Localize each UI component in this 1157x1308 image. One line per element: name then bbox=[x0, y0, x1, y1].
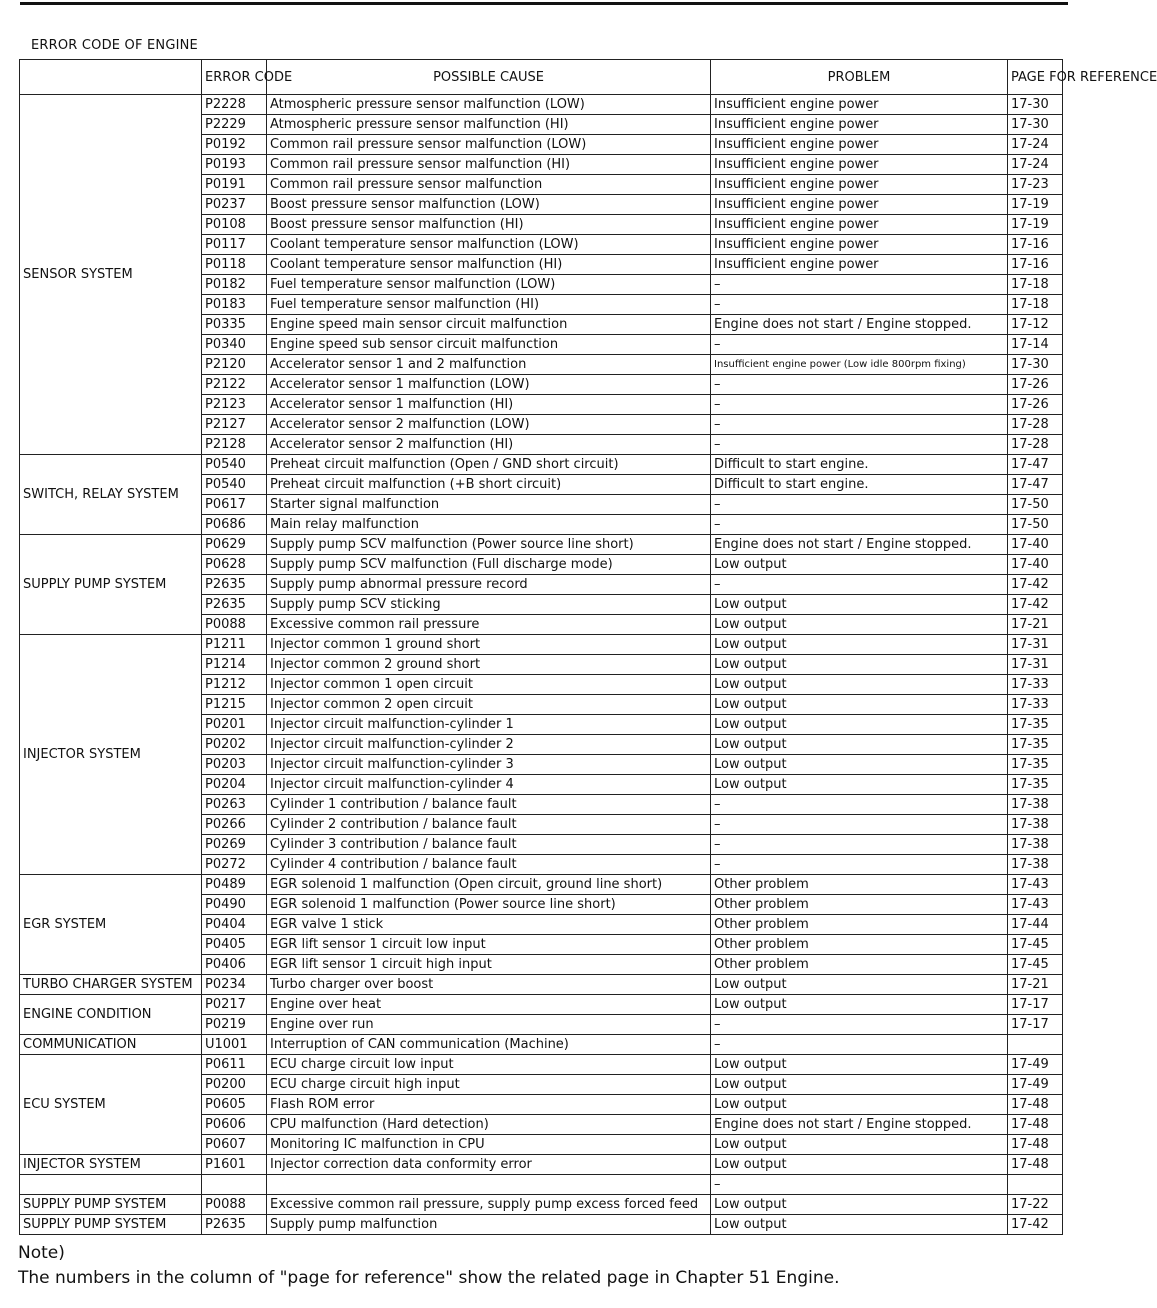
possible-cause-cell: Monitoring IC malfunction in CPU bbox=[267, 1135, 711, 1155]
error-code-cell: P0489 bbox=[202, 875, 267, 895]
page-ref-cell: 17-30 bbox=[1008, 115, 1063, 135]
error-code-cell: P2635 bbox=[202, 595, 267, 615]
error-code-cell: P0088 bbox=[202, 1195, 267, 1215]
problem-cell: Low output bbox=[711, 755, 1008, 775]
possible-cause-cell: Atmospheric pressure sensor malfunction (HI) bbox=[267, 115, 711, 135]
problem-cell: Other problem bbox=[711, 895, 1008, 915]
error-code-cell: P0201 bbox=[202, 715, 267, 735]
error-code-cell: P0237 bbox=[202, 195, 267, 215]
system-cell: SWITCH, RELAY SYSTEM bbox=[20, 455, 202, 535]
error-code-cell: P0617 bbox=[202, 495, 267, 515]
header-possible-cause: POSSIBLE CAUSE bbox=[267, 60, 711, 95]
problem-cell: Low output bbox=[711, 1195, 1008, 1215]
error-code-cell: P0607 bbox=[202, 1135, 267, 1155]
error-code-cell: P2122 bbox=[202, 375, 267, 395]
problem-cell: Low output bbox=[711, 1135, 1008, 1155]
error-code-cell: P0628 bbox=[202, 555, 267, 575]
problem-cell: Low output bbox=[711, 595, 1008, 615]
problem-cell: – bbox=[711, 295, 1008, 315]
error-code-cell: P2123 bbox=[202, 395, 267, 415]
error-code-cell: P0117 bbox=[202, 235, 267, 255]
error-code-cell: P0203 bbox=[202, 755, 267, 775]
possible-cause-cell: Injector circuit malfunction-cylinder 1 bbox=[267, 715, 711, 735]
header-problem: PROBLEM bbox=[711, 60, 1008, 95]
problem-cell: – bbox=[711, 495, 1008, 515]
page-ref-cell: 17-38 bbox=[1008, 855, 1063, 875]
problem-cell: Insufficient engine power (Low idle 800rpm fixing) bbox=[711, 355, 1008, 375]
page-ref-cell: 17-28 bbox=[1008, 415, 1063, 435]
error-code-cell: P0629 bbox=[202, 535, 267, 555]
page-ref-cell: 17-45 bbox=[1008, 955, 1063, 975]
possible-cause-cell: EGR lift sensor 1 circuit low input bbox=[267, 935, 711, 955]
problem-cell: Insufficient engine power bbox=[711, 95, 1008, 115]
possible-cause-cell: Flash ROM error bbox=[267, 1095, 711, 1115]
possible-cause-cell: Accelerator sensor 1 malfunction (HI) bbox=[267, 395, 711, 415]
page-ref-cell: 17-45 bbox=[1008, 935, 1063, 955]
possible-cause-cell: Preheat circuit malfunction (+B short circuit) bbox=[267, 475, 711, 495]
system-cell: TURBO CHARGER SYSTEM bbox=[20, 975, 202, 995]
possible-cause-cell: Injector common 1 ground short bbox=[267, 635, 711, 655]
problem-cell: Insufficient engine power bbox=[711, 255, 1008, 275]
table-header-row bbox=[20, 60, 1063, 95]
problem-cell: – bbox=[711, 415, 1008, 435]
error-code-cell: P0234 bbox=[202, 975, 267, 995]
page-ref-cell: 17-40 bbox=[1008, 535, 1063, 555]
problem-cell: Low output bbox=[711, 615, 1008, 635]
problem-cell: Other problem bbox=[711, 955, 1008, 975]
error-code-cell: P0490 bbox=[202, 895, 267, 915]
problem-cell: Low output bbox=[711, 1075, 1008, 1095]
error-code-cell: P2128 bbox=[202, 435, 267, 455]
error-code-cell: P0219 bbox=[202, 1015, 267, 1035]
error-code-cell bbox=[202, 1175, 267, 1195]
page-ref-cell: 17-19 bbox=[1008, 215, 1063, 235]
error-code-cell: P0335 bbox=[202, 315, 267, 335]
problem-cell: – bbox=[711, 1015, 1008, 1035]
possible-cause-cell: Injector common 1 open circuit bbox=[267, 675, 711, 695]
page-ref-cell: 17-19 bbox=[1008, 195, 1063, 215]
problem-cell: Low output bbox=[711, 695, 1008, 715]
possible-cause-cell: Supply pump SCV malfunction (Full discharge mode) bbox=[267, 555, 711, 575]
possible-cause-cell: Boost pressure sensor malfunction (LOW) bbox=[267, 195, 711, 215]
error-code-cell: P0540 bbox=[202, 475, 267, 495]
problem-cell: Insufficient engine power bbox=[711, 175, 1008, 195]
page-ref-cell: 17-21 bbox=[1008, 615, 1063, 635]
table-row bbox=[20, 1155, 1063, 1175]
possible-cause-cell: Boost pressure sensor malfunction (HI) bbox=[267, 215, 711, 235]
error-code-cell: P0269 bbox=[202, 835, 267, 855]
possible-cause-cell: ECU charge circuit low input bbox=[267, 1055, 711, 1075]
error-code-cell: P0605 bbox=[202, 1095, 267, 1115]
page-ref-cell: 17-31 bbox=[1008, 655, 1063, 675]
page-ref-cell: 17-30 bbox=[1008, 95, 1063, 115]
possible-cause-cell: Cylinder 2 contribution / balance fault bbox=[267, 815, 711, 835]
system-cell: ECU SYSTEM bbox=[20, 1055, 202, 1155]
table-row bbox=[20, 635, 1063, 655]
error-code-cell: P0204 bbox=[202, 775, 267, 795]
problem-cell: Insufficient engine power bbox=[711, 235, 1008, 255]
note-text: The numbers in the column of "page for reference" show the related page in Chapter 51 Engine. bbox=[18, 1268, 840, 1288]
problem-cell: Insufficient engine power bbox=[711, 115, 1008, 135]
problem-cell: Difficult to start engine. bbox=[711, 455, 1008, 475]
problem-cell: Low output bbox=[711, 675, 1008, 695]
error-code-cell: P0192 bbox=[202, 135, 267, 155]
problem-cell: Engine does not start / Engine stopped. bbox=[711, 535, 1008, 555]
problem-cell: – bbox=[711, 435, 1008, 455]
error-code-cell: P0200 bbox=[202, 1075, 267, 1095]
error-code-cell: P2127 bbox=[202, 415, 267, 435]
system-cell: INJECTOR SYSTEM bbox=[20, 1155, 202, 1175]
problem-cell: Low output bbox=[711, 555, 1008, 575]
problem-cell: Insufficient engine power bbox=[711, 195, 1008, 215]
error-code-cell: P0405 bbox=[202, 935, 267, 955]
error-code-cell: P0088 bbox=[202, 615, 267, 635]
page-ref-cell: 17-48 bbox=[1008, 1115, 1063, 1135]
page-ref-cell: 17-49 bbox=[1008, 1055, 1063, 1075]
page-ref-cell: 17-16 bbox=[1008, 235, 1063, 255]
page-ref-cell: 17-33 bbox=[1008, 695, 1063, 715]
error-code-cell: P2635 bbox=[202, 575, 267, 595]
possible-cause-cell: Engine speed sub sensor circuit malfunction bbox=[267, 335, 711, 355]
problem-cell: Low output bbox=[711, 1155, 1008, 1175]
problem-cell: – bbox=[711, 815, 1008, 835]
page-ref-cell: 17-30 bbox=[1008, 355, 1063, 375]
problem-cell: – bbox=[711, 575, 1008, 595]
page-ref-cell: 17-17 bbox=[1008, 1015, 1063, 1035]
possible-cause-cell: Accelerator sensor 1 malfunction (LOW) bbox=[267, 375, 711, 395]
page-ref-cell: 17-26 bbox=[1008, 395, 1063, 415]
possible-cause-cell bbox=[267, 1175, 711, 1195]
error-code-cell: P0404 bbox=[202, 915, 267, 935]
top-rule bbox=[20, 2, 1068, 5]
error-code-cell: P0217 bbox=[202, 995, 267, 1015]
page-ref-cell: 17-22 bbox=[1008, 1195, 1063, 1215]
possible-cause-cell: Injector circuit malfunction-cylinder 4 bbox=[267, 775, 711, 795]
possible-cause-cell: Turbo charger over boost bbox=[267, 975, 711, 995]
possible-cause-cell: Injector circuit malfunction-cylinder 3 bbox=[267, 755, 711, 775]
problem-cell: – bbox=[711, 515, 1008, 535]
page-ref-cell: 17-14 bbox=[1008, 335, 1063, 355]
possible-cause-cell: Main relay malfunction bbox=[267, 515, 711, 535]
problem-cell: Low output bbox=[711, 715, 1008, 735]
possible-cause-cell: Supply pump SCV malfunction (Power source line short) bbox=[267, 535, 711, 555]
possible-cause-cell: Common rail pressure sensor malfunction (HI) bbox=[267, 155, 711, 175]
page-ref-cell: 17-50 bbox=[1008, 515, 1063, 535]
page-ref-cell: 17-47 bbox=[1008, 455, 1063, 475]
page-ref-cell: 17-43 bbox=[1008, 875, 1063, 895]
possible-cause-cell: Interruption of CAN communication (Machine) bbox=[267, 1035, 711, 1055]
system-cell: SUPPLY PUMP SYSTEM bbox=[20, 1195, 202, 1215]
possible-cause-cell: Accelerator sensor 1 and 2 malfunction bbox=[267, 355, 711, 375]
possible-cause-cell: ECU charge circuit high input bbox=[267, 1075, 711, 1095]
table-row bbox=[20, 1035, 1063, 1055]
system-cell: EGR SYSTEM bbox=[20, 875, 202, 975]
error-code-cell: P0202 bbox=[202, 735, 267, 755]
system-cell: SUPPLY PUMP SYSTEM bbox=[20, 1215, 202, 1235]
possible-cause-cell: Coolant temperature sensor malfunction (HI) bbox=[267, 255, 711, 275]
page-ref-cell: 17-28 bbox=[1008, 435, 1063, 455]
problem-cell: Low output bbox=[711, 735, 1008, 755]
problem-cell: – bbox=[711, 1175, 1008, 1195]
error-code-cell: P2635 bbox=[202, 1215, 267, 1235]
error-code-cell: P0108 bbox=[202, 215, 267, 235]
problem-cell: Difficult to start engine. bbox=[711, 475, 1008, 495]
problem-cell: Low output bbox=[711, 655, 1008, 675]
error-code-cell: P0263 bbox=[202, 795, 267, 815]
possible-cause-cell: Coolant temperature sensor malfunction (LOW) bbox=[267, 235, 711, 255]
problem-cell: Low output bbox=[711, 1095, 1008, 1115]
problem-cell: Other problem bbox=[711, 875, 1008, 895]
error-code-cell: P0191 bbox=[202, 175, 267, 195]
page-ref-cell: 17-16 bbox=[1008, 255, 1063, 275]
page-ref-cell: 17-26 bbox=[1008, 375, 1063, 395]
problem-cell: Other problem bbox=[711, 935, 1008, 955]
possible-cause-cell: Excessive common rail pressure bbox=[267, 615, 711, 635]
page-ref-cell: 17-31 bbox=[1008, 635, 1063, 655]
error-code-cell: P0182 bbox=[202, 275, 267, 295]
problem-cell: Low output bbox=[711, 635, 1008, 655]
possible-cause-cell: Fuel temperature sensor malfunction (LOW) bbox=[267, 275, 711, 295]
error-code-cell: P1215 bbox=[202, 695, 267, 715]
possible-cause-cell: EGR valve 1 stick bbox=[267, 915, 711, 935]
page-ref-cell: 17-23 bbox=[1008, 175, 1063, 195]
page-ref-cell: 17-18 bbox=[1008, 275, 1063, 295]
table-row bbox=[20, 995, 1063, 1015]
page-ref-cell: 17-43 bbox=[1008, 895, 1063, 915]
possible-cause-cell: Common rail pressure sensor malfunction (LOW) bbox=[267, 135, 711, 155]
possible-cause-cell: EGR lift sensor 1 circuit high input bbox=[267, 955, 711, 975]
problem-cell: Insufficient engine power bbox=[711, 215, 1008, 235]
problem-cell: Engine does not start / Engine stopped. bbox=[711, 1115, 1008, 1135]
problem-cell: Insufficient engine power bbox=[711, 155, 1008, 175]
page-ref-cell: 17-42 bbox=[1008, 595, 1063, 615]
document-title: ERROR CODE OF ENGINE bbox=[31, 38, 198, 53]
problem-cell: – bbox=[711, 395, 1008, 415]
page-ref-cell: 17-21 bbox=[1008, 975, 1063, 995]
error-code-cell: P0611 bbox=[202, 1055, 267, 1075]
system-cell bbox=[20, 1175, 202, 1195]
table-row bbox=[20, 455, 1063, 475]
possible-cause-cell: Engine over run bbox=[267, 1015, 711, 1035]
possible-cause-cell: EGR solenoid 1 malfunction (Open circuit, ground line short) bbox=[267, 875, 711, 895]
error-code-cell: P2228 bbox=[202, 95, 267, 115]
header-error-code: ERROR CODE bbox=[202, 60, 267, 95]
page-ref-cell: 17-48 bbox=[1008, 1095, 1063, 1115]
header-system bbox=[20, 60, 202, 95]
possible-cause-cell: Fuel temperature sensor malfunction (HI) bbox=[267, 295, 711, 315]
table-body bbox=[20, 95, 1063, 1235]
problem-cell: – bbox=[711, 375, 1008, 395]
table-row bbox=[20, 975, 1063, 995]
problem-cell: – bbox=[711, 835, 1008, 855]
page-ref-cell: 17-35 bbox=[1008, 775, 1063, 795]
error-code-cell: P0606 bbox=[202, 1115, 267, 1135]
error-code-cell: P0266 bbox=[202, 815, 267, 835]
system-cell: ENGINE CONDITION bbox=[20, 995, 202, 1035]
problem-cell: Insufficient engine power bbox=[711, 135, 1008, 155]
page-ref-cell: 17-33 bbox=[1008, 675, 1063, 695]
page-ref-cell: 17-38 bbox=[1008, 815, 1063, 835]
system-cell: SUPPLY PUMP SYSTEM bbox=[20, 535, 202, 635]
possible-cause-cell: Engine over heat bbox=[267, 995, 711, 1015]
possible-cause-cell: Cylinder 3 contribution / balance fault bbox=[267, 835, 711, 855]
page-ref-cell: 17-49 bbox=[1008, 1075, 1063, 1095]
problem-cell: Low output bbox=[711, 975, 1008, 995]
page-ref-cell: 17-40 bbox=[1008, 555, 1063, 575]
note-label: Note) bbox=[18, 1243, 65, 1263]
page-ref-cell: 17-38 bbox=[1008, 835, 1063, 855]
problem-cell: – bbox=[711, 795, 1008, 815]
possible-cause-cell: Injector common 2 open circuit bbox=[267, 695, 711, 715]
possible-cause-cell: Accelerator sensor 2 malfunction (LOW) bbox=[267, 415, 711, 435]
system-cell: COMMUNICATION bbox=[20, 1035, 202, 1055]
possible-cause-cell: Supply pump abnormal pressure record bbox=[267, 575, 711, 595]
problem-cell: Other problem bbox=[711, 915, 1008, 935]
page-ref-cell: 17-24 bbox=[1008, 135, 1063, 155]
possible-cause-cell: Engine speed main sensor circuit malfunction bbox=[267, 315, 711, 335]
error-code-cell: P0118 bbox=[202, 255, 267, 275]
page-ref-cell: 17-12 bbox=[1008, 315, 1063, 335]
system-cell: INJECTOR SYSTEM bbox=[20, 635, 202, 875]
problem-cell: Low output bbox=[711, 775, 1008, 795]
header-page-for-reference: PAGE FOR REFERENCE bbox=[1008, 60, 1063, 95]
error-code-cell: P0272 bbox=[202, 855, 267, 875]
possible-cause-cell: EGR solenoid 1 malfunction (Power source line short) bbox=[267, 895, 711, 915]
table-row bbox=[20, 1215, 1063, 1235]
page-ref-cell: 17-47 bbox=[1008, 475, 1063, 495]
error-code-cell: P0540 bbox=[202, 455, 267, 475]
table-row bbox=[20, 1195, 1063, 1215]
table-row bbox=[20, 95, 1063, 115]
error-code-cell: P1211 bbox=[202, 635, 267, 655]
problem-cell: Low output bbox=[711, 995, 1008, 1015]
possible-cause-cell: Accelerator sensor 2 malfunction (HI) bbox=[267, 435, 711, 455]
table-row bbox=[20, 1055, 1063, 1075]
possible-cause-cell: Common rail pressure sensor malfunction bbox=[267, 175, 711, 195]
possible-cause-cell: Excessive common rail pressure, supply pump excess forced feed bbox=[267, 1195, 711, 1215]
possible-cause-cell: Cylinder 1 contribution / balance fault bbox=[267, 795, 711, 815]
possible-cause-cell: Injector circuit malfunction-cylinder 2 bbox=[267, 735, 711, 755]
possible-cause-cell: Injector correction data conformity error bbox=[267, 1155, 711, 1175]
page-ref-cell: 17-42 bbox=[1008, 575, 1063, 595]
error-code-cell: P0686 bbox=[202, 515, 267, 535]
problem-cell: – bbox=[711, 1035, 1008, 1055]
page-ref-cell: 17-44 bbox=[1008, 915, 1063, 935]
problem-cell: Engine does not start / Engine stopped. bbox=[711, 315, 1008, 335]
problem-cell: – bbox=[711, 855, 1008, 875]
possible-cause-cell: Preheat circuit malfunction (Open / GND short circuit) bbox=[267, 455, 711, 475]
table-row bbox=[20, 1175, 1063, 1195]
page-ref-cell: 17-42 bbox=[1008, 1215, 1063, 1235]
problem-cell: Low output bbox=[711, 1055, 1008, 1075]
error-code-cell: P1601 bbox=[202, 1155, 267, 1175]
page-ref-cell: 17-17 bbox=[1008, 995, 1063, 1015]
page-ref-cell: 17-24 bbox=[1008, 155, 1063, 175]
error-code-cell: U1001 bbox=[202, 1035, 267, 1055]
error-code-cell: P2120 bbox=[202, 355, 267, 375]
table-row bbox=[20, 535, 1063, 555]
table-row bbox=[20, 875, 1063, 895]
possible-cause-cell: Injector common 2 ground short bbox=[267, 655, 711, 675]
page-ref-cell: 17-48 bbox=[1008, 1155, 1063, 1175]
page-ref-cell bbox=[1008, 1035, 1063, 1055]
possible-cause-cell: Cylinder 4 contribution / balance fault bbox=[267, 855, 711, 875]
error-code-cell: P0183 bbox=[202, 295, 267, 315]
problem-cell: – bbox=[711, 275, 1008, 295]
possible-cause-cell: Atmospheric pressure sensor malfunction (LOW) bbox=[267, 95, 711, 115]
possible-cause-cell: Supply pump SCV sticking bbox=[267, 595, 711, 615]
error-code-table bbox=[19, 59, 1157, 1235]
error-code-cell: P0193 bbox=[202, 155, 267, 175]
system-cell: SENSOR SYSTEM bbox=[20, 95, 202, 455]
page-ref-cell: 17-35 bbox=[1008, 755, 1063, 775]
error-code-cell: P2229 bbox=[202, 115, 267, 135]
page-ref-cell: 17-35 bbox=[1008, 735, 1063, 755]
possible-cause-cell: Starter signal malfunction bbox=[267, 495, 711, 515]
error-code-cell: P1214 bbox=[202, 655, 267, 675]
page-ref-cell: 17-35 bbox=[1008, 715, 1063, 735]
page-ref-cell: 17-38 bbox=[1008, 795, 1063, 815]
possible-cause-cell: CPU malfunction (Hard detection) bbox=[267, 1115, 711, 1135]
error-code-cell: P1212 bbox=[202, 675, 267, 695]
page-ref-cell: 17-18 bbox=[1008, 295, 1063, 315]
error-code-cell: P0340 bbox=[202, 335, 267, 355]
problem-cell: – bbox=[711, 335, 1008, 355]
page-ref-cell: 17-50 bbox=[1008, 495, 1063, 515]
page-ref-cell: 17-48 bbox=[1008, 1135, 1063, 1155]
possible-cause-cell: Supply pump malfunction bbox=[267, 1215, 711, 1235]
error-code-cell: P0406 bbox=[202, 955, 267, 975]
problem-cell: Low output bbox=[711, 1215, 1008, 1235]
page-ref-cell bbox=[1008, 1175, 1063, 1195]
